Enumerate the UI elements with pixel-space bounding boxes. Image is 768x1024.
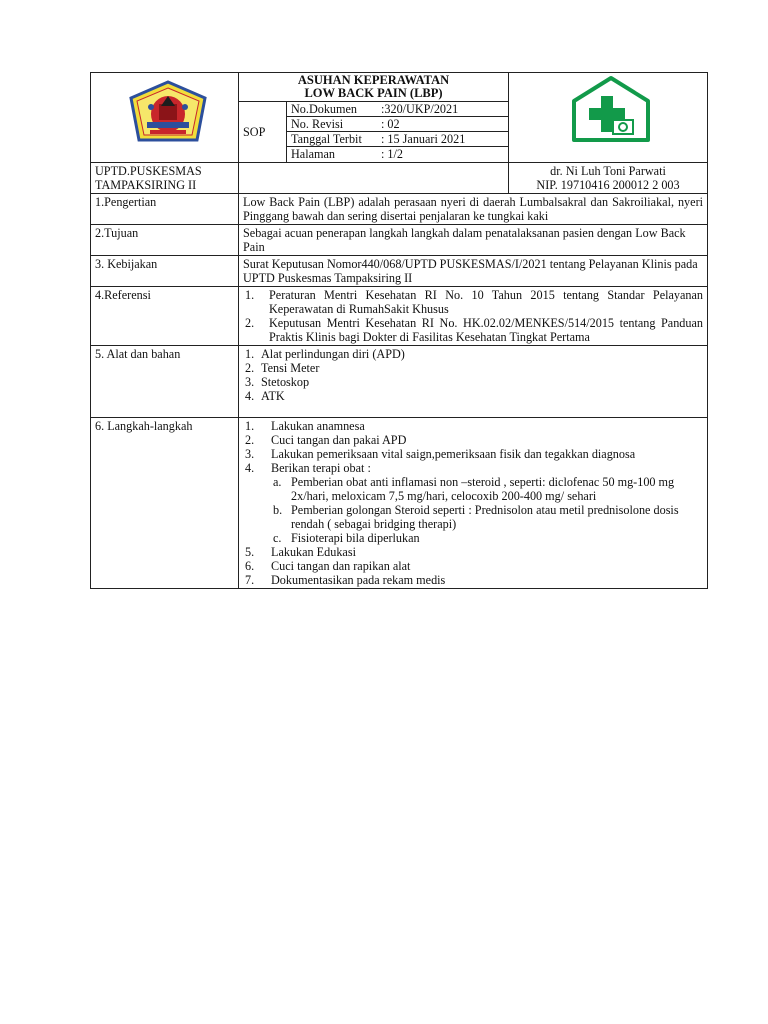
item-number: 4. — [245, 461, 255, 475]
item-text: ATK — [261, 389, 285, 403]
item-text: Dokumentasikan pada rekam medis — [271, 573, 446, 587]
row-content — [239, 287, 708, 346]
row-referensi — [91, 287, 708, 346]
item-number: 1. — [245, 347, 255, 361]
row-kebijakan — [91, 256, 708, 287]
health-cross-icon — [513, 74, 710, 158]
row-label: 2.Tujuan — [91, 225, 239, 256]
meta-row — [287, 147, 508, 162]
list-item — [243, 347, 703, 361]
equipment-list — [243, 347, 703, 403]
list-item — [243, 447, 703, 461]
title-line-1: ASUHAN KEPERAWATAN — [297, 73, 450, 87]
sop-label: SOP — [239, 102, 287, 163]
item-text: Lakukan anamnesa — [271, 419, 365, 433]
signer-block — [509, 163, 708, 194]
sub-list-item — [243, 475, 703, 503]
item-number: 4. — [245, 389, 255, 403]
row-alat — [91, 346, 708, 418]
item-letter: b. — [273, 503, 283, 517]
document-title — [239, 73, 509, 102]
row-pengertian — [91, 194, 708, 225]
org-line-2: TAMPAKSIRING II — [95, 178, 197, 192]
meta-row — [287, 132, 508, 147]
item-text: Pemberian obat anti inflamasi non –steroid , seperti: diclofenac 50 mg-100 mg 2x/hari, meloxicam 7,5 mg/hari, celocoxib 200-400 mg/ sehari — [291, 475, 675, 503]
item-text: Lakukan Edukasi — [271, 545, 356, 559]
meta-key: No. Revisi — [291, 117, 344, 131]
list-item — [243, 461, 703, 545]
list-item — [243, 419, 703, 433]
item-number: 3. — [245, 375, 255, 389]
item-text: Keputusan Mentri Kesehatan RI No. HK.02.02/MENKES/514/2015 tentang Panduan Praktis Klinis bagi Dokter di Fasilitas Kesehatan Tingkat Pertama — [269, 316, 704, 344]
row-label: 6. Langkah-langkah — [91, 418, 239, 589]
list-item — [243, 545, 703, 559]
list-item — [243, 375, 703, 389]
row-label: 4.Referensi — [91, 287, 239, 346]
list-item — [243, 573, 703, 587]
meta-row — [287, 102, 508, 117]
item-text: Pemberian golongan Steroid seperti : Prednisolon atau metil prednisolone dosis rendah ( sebagai bridging therapi) — [291, 503, 679, 531]
item-text: Cuci tangan dan pakai APD — [271, 433, 407, 447]
list-item — [243, 433, 703, 447]
sub-list-item — [243, 503, 703, 531]
row-label: 5. Alat dan bahan — [91, 346, 239, 418]
row-tujuan — [91, 225, 708, 256]
therapy-sublist — [243, 475, 703, 545]
item-number: 7. — [245, 573, 255, 587]
item-text: Berikan terapi obat : — [271, 461, 371, 475]
item-letter: c. — [273, 531, 282, 545]
sop-table — [90, 72, 708, 589]
item-text: Fisioterapi bila diperlukan — [291, 531, 420, 545]
meta-row — [287, 117, 508, 132]
item-number: 1. — [245, 288, 255, 302]
item-text: Alat perlindungan diri (APD) — [261, 347, 405, 361]
item-text: Lakukan pemeriksaan vital saign,pemeriksaan fisik dan tegakkan diagnosa — [271, 447, 636, 461]
meta-key: No.Dokumen — [291, 102, 358, 116]
document-meta — [287, 102, 509, 163]
row-content: Surat Keputusan Nomor440/068/UPTD PUSKESMAS/I/2021 tentang Pelayanan Klinis pada UPTD Puskesmas Tampaksiring II — [239, 256, 708, 287]
meta-value: : 02 — [381, 117, 400, 131]
left-logo-cell — [91, 73, 239, 163]
right-logo-cell — [509, 73, 708, 163]
item-number: 1. — [245, 419, 255, 433]
row-label: 3. Kebijakan — [91, 256, 239, 287]
signer-name: dr. Ni Luh Toni Parwati — [550, 164, 666, 178]
item-text: Tensi Meter — [261, 361, 320, 375]
item-text: Peraturan Mentri Kesehatan RI No. 10 Tahun 2015 tentang Standar Pelayanan Keperawatan di RumahSakit Khusus — [269, 288, 704, 316]
meta-key: Halaman — [291, 147, 335, 161]
regional-seal-icon — [95, 74, 241, 158]
row-content: Sebagai acuan penerapan langkah langkah dalam penatalaksanan pasien dengan Low Back Pain — [239, 225, 708, 256]
organization-name — [91, 163, 239, 194]
steps-list — [243, 419, 703, 587]
signer-nip: NIP. 19710416 200012 2 003 — [536, 178, 680, 192]
item-number: 2. — [245, 316, 255, 330]
org-line-1: UPTD.PUSKESMAS — [95, 164, 202, 178]
item-letter: a. — [273, 475, 282, 489]
list-item — [243, 559, 703, 573]
list-item — [243, 389, 703, 403]
item-number: 3. — [245, 447, 255, 461]
meta-value: : 15 Januari 2021 — [381, 132, 466, 146]
meta-value: : 1/2 — [381, 147, 404, 161]
row-content — [239, 346, 708, 418]
meta-value: :320/UKP/2021 — [381, 102, 459, 116]
row-label: 1.Pengertian — [91, 194, 239, 225]
reference-list — [243, 288, 703, 344]
sub-list-item — [243, 531, 703, 545]
row-content: Low Back Pain (LBP) adalah perasaan nyeri di daerah Lumbalsakral dan Sakroiliakal, nyeri Pinggang bawah dan sering disertai penjalaran ke tungkai kaki — [239, 194, 708, 225]
row-content — [239, 418, 708, 589]
item-text: Cuci tangan dan rapikan alat — [271, 559, 411, 573]
item-number: 2. — [245, 433, 255, 447]
item-number: 6. — [245, 559, 255, 573]
empty-cell — [239, 163, 509, 194]
list-item — [243, 288, 703, 316]
list-item — [243, 316, 703, 344]
row-langkah — [91, 418, 708, 589]
list-item — [243, 361, 703, 375]
title-line-2: LOW BACK PAIN (LBP) — [304, 86, 443, 100]
meta-key: Tanggal Terbit — [291, 132, 362, 146]
item-number: 5. — [245, 545, 255, 559]
meta-table — [287, 102, 508, 161]
item-number: 2. — [245, 361, 255, 375]
item-text: Stetoskop — [261, 375, 310, 389]
